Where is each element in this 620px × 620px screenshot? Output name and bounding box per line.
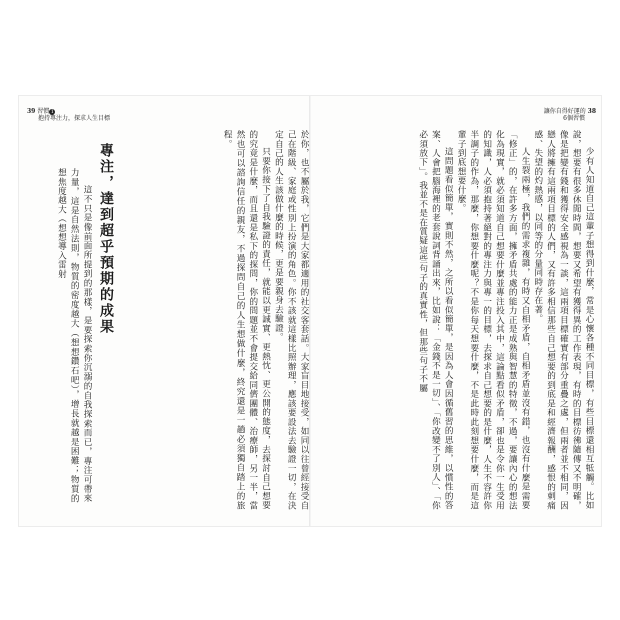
right-paragraph: 少有人知道自己這輩子想得到什麼，常是心懷各種不同目標，有些目標還相互牴觸。比如說，想要有很多休閒時間，想要又希望有獲得異的工作表現，有時的目標彷彿隨傳又不明確，像是把變有錢和獲得安全感視為一談，這兩項目標確實有部分重疊之處，但兩者並不相同，因戀人將擁有這兩項目標的人們，又有許多相信那些自己想要的到底是和經濟報酬，感恨的刺痛感、失望的灼熱感，以同等的分量同時存在著。 xyxy=(532,130,594,510)
right-page-body xyxy=(322,130,595,510)
right-paragraph: 這問題看似簡單，實則不然，之所以看似簡單，是因為人會因循舊習的思維，以慣性的答案、人會把腦海裡的老套說詞背誦出來，比如說：「金錢不是一切」、「你改變不了別人」、「你必須放下」。我並不是在質疑這些句子的真實性，但那些句子不屬 xyxy=(417,130,454,510)
left-page-body-bottom xyxy=(25,168,93,503)
right-page-number: 38 xyxy=(587,108,596,115)
right-paragraph: 人生裂兩極，我們的需求複雜，有時又自相矛盾，自相矛盾並沒有錯，也沒有什麼是需要「修正」的，在許多方面，擁矛盾共處的能力正是成熟與智慧的特徵，不過，要讓內心的想法化為現實，就必須知道自己想要什麼並專注投入其中，這論點看似矛盾，卻也是令你一生受用的知識，人必須抱持著絕對的專注力與專一的目標，去探求自己想要的是什麼，人生不容許你半調子的作為，那麼，你想要什麼呢？不是你每天想要什麼，不是此時此刻想要什麼，而是這輩子到底想要什麼。 xyxy=(456,130,531,510)
left-paragraph: 於你，也不屬於我，它們是大家都適用的社交客套話。大家盲目地接受，如同以往曾經接受自己在階級、家庭或性別上扮演的角色。你不該就這樣比照辦理，應該要設法去驗證一切，在決定自己的人生該做什麼的時候，更是要親身去驗證。 xyxy=(273,130,309,510)
section-heading: 專注，達到超乎預期的成果 xyxy=(98,143,114,335)
chapter-label: 習慣 xyxy=(37,108,50,115)
right-running-head xyxy=(544,108,596,122)
left-page-body-top xyxy=(140,130,310,510)
left-page-number: 39 xyxy=(27,108,36,115)
right-running-head-line1: 讓你自得好運的 xyxy=(543,108,586,115)
left-running-head xyxy=(27,108,110,122)
left-running-head-text: 抱持專注力，探求人生目標 xyxy=(38,115,111,122)
chapter-badge: 1 xyxy=(50,108,54,115)
left-paragraph: 只要你接下了自我驗證的責任，就能以更誠實、更熱忱、更公開的態度，去探討自己想要的究竟是什麼，而且還是私下的探問，你的問題並不會提交給同儕團體、治療師，另一半，當然也可以諮詢信任的親友，不過探問自己的人生想做什麼，終究還是一趟必須獨自踏上的旅程。 xyxy=(222,130,271,510)
right-running-head-line2: 6個習慣 xyxy=(563,115,585,122)
left-paragraph: 這不只是像前面所提到的那樣，是要探索你沉溺的自我探索而已，專注可帶來力量，這是自然法則，物質的密度越大（想想鑽石吧），增長就越是困難；物質的想焦度越大（想想導入雷射 xyxy=(56,168,92,503)
